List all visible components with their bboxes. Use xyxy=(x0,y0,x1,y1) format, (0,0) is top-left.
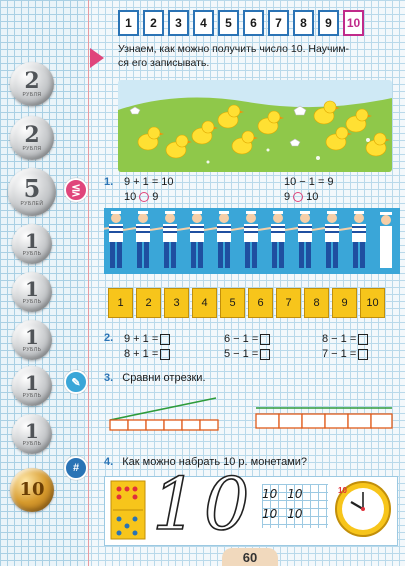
number-card: 6 xyxy=(248,288,273,318)
number-card: 5 xyxy=(220,288,245,318)
answer-box[interactable] xyxy=(160,334,170,345)
sailor-figure xyxy=(312,211,339,268)
equation-text: 7 − 1 = xyxy=(322,348,357,360)
number-cards xyxy=(108,288,385,318)
coin-word: РУБЛЯ xyxy=(22,92,42,98)
number-cell-highlighted: 10 xyxy=(343,10,364,36)
big-numeral-10: 10 xyxy=(152,462,256,546)
task-number: 4. xyxy=(104,456,114,468)
task2-col3 xyxy=(322,332,368,362)
number-cell: 6 xyxy=(243,10,264,36)
number-cell: 2 xyxy=(143,10,164,36)
number-cell: 8 xyxy=(293,10,314,36)
grid-icon: # xyxy=(64,456,88,480)
compare-left: 9 xyxy=(284,191,291,203)
coin-word: РУБЛЬ xyxy=(22,347,42,353)
number-cell: 5 xyxy=(218,10,239,36)
task1-number xyxy=(104,176,113,188)
answer-box[interactable] xyxy=(358,334,368,345)
coin-value: 5 xyxy=(23,174,41,203)
task1-equation-b xyxy=(284,176,334,188)
equation-text: 6 − 1 = xyxy=(224,333,259,345)
practice-numeral: 10 xyxy=(262,487,278,501)
task-number: 1. xyxy=(104,176,114,188)
coin-word: РУБЛЯ xyxy=(22,146,42,152)
compare-right: 9 xyxy=(152,191,159,203)
equation-text: 10 − 1 = 9 xyxy=(284,176,334,188)
practice-numeral: 10 xyxy=(262,507,278,521)
chicks-picture xyxy=(118,80,392,172)
number-cell: 9 xyxy=(318,10,339,36)
coin-value: 1 xyxy=(25,229,39,253)
equation-text: 9 + 1 = 10 xyxy=(124,176,174,188)
sailor-figure xyxy=(104,211,123,268)
answer-box[interactable] xyxy=(160,349,170,360)
coin-1-ruble xyxy=(12,366,52,406)
coin-1-ruble xyxy=(12,224,52,264)
coin-word: РУБЛЬ xyxy=(22,251,42,257)
task3-heading xyxy=(104,372,206,384)
coin-value: 2 xyxy=(24,68,40,94)
number-line xyxy=(118,10,364,36)
sailor-figure xyxy=(150,211,177,268)
number-card: 9 xyxy=(332,288,357,318)
answer-box[interactable] xyxy=(260,334,270,345)
equation-text: 9 + 1 = xyxy=(124,333,159,345)
intro-line: ся его записывать. xyxy=(118,57,210,69)
task-number: 2. xyxy=(104,332,114,344)
task1-equation-a xyxy=(124,176,174,188)
answer-box[interactable] xyxy=(358,349,368,360)
task-text: Сравни отрезки. xyxy=(122,372,206,384)
intro-text xyxy=(118,42,398,70)
intro-line: Узнаем, как можно получить число 10. Научим- xyxy=(118,43,350,55)
sailor-figure xyxy=(339,211,366,268)
answer-box[interactable] xyxy=(260,349,270,360)
coin-value: 1 xyxy=(25,325,39,349)
pencil-note-icon: ✎ xyxy=(64,370,88,394)
task1-compare-b xyxy=(284,191,318,203)
sailor-figure xyxy=(204,211,231,268)
compare-right: 10 xyxy=(306,191,319,203)
compare-left: 10 xyxy=(124,191,137,203)
number-card: 3 xyxy=(164,288,189,318)
coin-2-rubles xyxy=(10,62,54,106)
coin-word: РУБЛЬ xyxy=(22,393,42,399)
task-number: 3. xyxy=(104,372,114,384)
sailor-figure xyxy=(285,211,312,268)
sailor-figure xyxy=(177,211,204,268)
chicks-illustration xyxy=(118,80,392,172)
sailors-illustration xyxy=(104,208,400,274)
coin-1-ruble xyxy=(12,320,52,360)
coin-1-ruble xyxy=(12,272,52,312)
practice-grid xyxy=(262,484,328,528)
page-number: 60 xyxy=(222,548,278,566)
coin-2-rubles xyxy=(10,116,54,160)
sailor-figure xyxy=(231,211,258,268)
practice-numeral: 10 xyxy=(287,507,303,521)
compare-circle-icon xyxy=(139,192,149,202)
coin-value: 2 xyxy=(24,122,40,148)
equation-text: 8 + 1 = xyxy=(124,348,159,360)
equation-text: 8 − 1 = xyxy=(322,333,357,345)
number-card: 2 xyxy=(136,288,161,318)
sailors-picture xyxy=(104,208,400,274)
equation-text: 5 − 1 = xyxy=(224,348,259,360)
number-cell: 3 xyxy=(168,10,189,36)
coin-value: 1 xyxy=(25,371,39,395)
number-cell: 1 xyxy=(118,10,139,36)
pointer-arrow-icon xyxy=(90,48,104,68)
compare-signs-icon: ⋚ xyxy=(64,178,88,202)
coin-5-rubles xyxy=(8,168,56,216)
number-cell: 7 xyxy=(268,10,289,36)
number-card: 4 xyxy=(192,288,217,318)
compare-circle-icon xyxy=(293,192,303,202)
sailor-figure xyxy=(123,211,150,268)
number-card: 7 xyxy=(276,288,301,318)
practice-numeral: 10 xyxy=(287,487,303,501)
sailor-figure xyxy=(258,211,285,268)
number-card: 8 xyxy=(304,288,329,318)
coin-word: РУБЛЬ xyxy=(22,441,42,447)
coin-10-rubles xyxy=(10,468,54,512)
coin-word: РУБЛЬ xyxy=(22,299,42,305)
segments-figure xyxy=(106,392,398,442)
number-cell: 4 xyxy=(193,10,214,36)
coin-word: РУБЛЕЙ xyxy=(20,201,44,207)
number-card: 10 xyxy=(360,288,385,318)
margin-line xyxy=(88,0,89,566)
task2-number xyxy=(104,332,113,344)
clock-label: 10 xyxy=(338,486,347,495)
task-text: Как можно набрать 10 р. монетами? xyxy=(122,456,308,468)
coin-1-ruble xyxy=(12,414,52,454)
coin-value: 1 xyxy=(25,277,39,301)
task2-col2 xyxy=(224,332,270,362)
coin-value: 1 xyxy=(25,419,39,443)
task2-col1 xyxy=(124,332,170,362)
coin-value: 10 xyxy=(19,479,45,500)
captain-figure xyxy=(380,212,392,268)
task1-compare-a xyxy=(124,191,158,203)
number-card: 1 xyxy=(108,288,133,318)
